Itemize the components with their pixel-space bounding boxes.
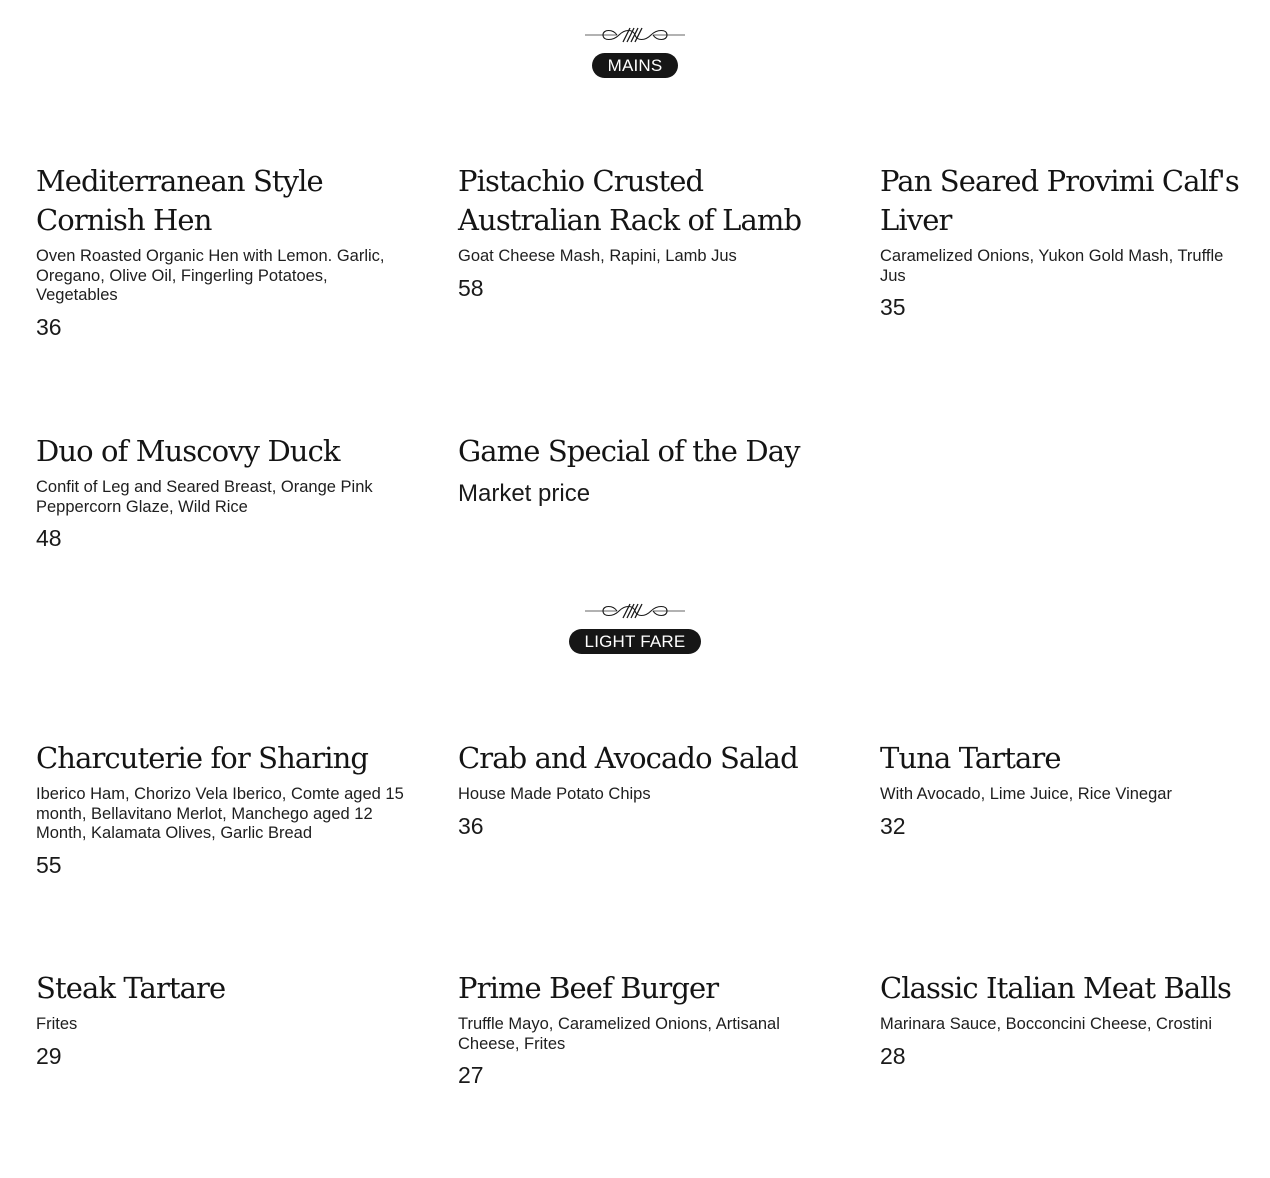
- item-title: Charcuterie for Sharing: [36, 741, 369, 775]
- item-title: Crab and Avocado Salad: [458, 741, 798, 775]
- flourish-ornament-icon: [583, 25, 687, 45]
- menu-item: [880, 739, 1250, 839]
- item-description: With Avocado, Lime Juice, Rice Vinegar: [880, 785, 1172, 803]
- item-title: Duo of Muscovy Duck: [36, 434, 340, 468]
- menu-item: [880, 969, 1250, 1069]
- item-title: Game Special of the Day: [458, 434, 800, 468]
- item-price: 55: [36, 851, 62, 878]
- item-price: 32: [880, 812, 906, 839]
- menu-item: [36, 432, 406, 551]
- menu-item: [458, 162, 828, 301]
- item-description: Goat Cheese Mash, Rapini, Lamb Jus: [458, 247, 737, 265]
- item-price: 48: [36, 525, 62, 551]
- item-title: Pistachio Crusted Australian Rack of Lamb: [458, 164, 802, 237]
- item-title: Mediterranean Style Cornish Hen: [36, 164, 323, 237]
- item-title: Pan Seared Provimi Calf's Liver: [880, 164, 1239, 237]
- item-description: Caramelized Onions, Yukon Gold Mash, Truffle Jus: [880, 247, 1224, 285]
- item-title: Tuna Tartare: [880, 741, 1061, 775]
- menu-item: [458, 739, 828, 839]
- item-description: Frites: [36, 1015, 78, 1033]
- menu-item: [880, 162, 1250, 320]
- item-price: 28: [880, 1042, 906, 1069]
- item-price: 29: [36, 1042, 62, 1069]
- item-description: Marinara Sauce, Bocconcini Cheese, Crostini: [880, 1015, 1212, 1033]
- item-price: Market price: [458, 480, 591, 507]
- menu-item: [36, 969, 406, 1069]
- item-price: 35: [880, 294, 906, 320]
- item-title: Prime Beef Burger: [458, 971, 719, 1005]
- section-label: LIGHT FARE: [569, 629, 702, 654]
- flourish-ornament-icon: [583, 601, 687, 621]
- item-description: Confit of Leg and Seared Breast, Orange Pink Peppercorn Glaze, Wild Rice: [36, 478, 373, 516]
- item-description: Iberico Ham, Chorizo Vela Iberico, Comte aged 15 month, Bellavitano Merlot, Manchego aged 12 Month, Kalamata Olives, Garlic Bread: [36, 785, 404, 842]
- menu-item: [36, 739, 406, 878]
- item-title: Classic Italian Meat Balls: [880, 971, 1232, 1005]
- menu-item: [458, 432, 828, 507]
- item-title: Steak Tartare: [36, 971, 226, 1005]
- item-price: 36: [458, 812, 484, 839]
- item-price: 58: [458, 274, 484, 301]
- menu-item: [458, 969, 828, 1088]
- section-heading-mains: [0, 25, 1270, 78]
- section-heading-light-fare: [0, 601, 1270, 654]
- item-description: Truffle Mayo, Caramelized Onions, Artisanal Cheese, Frites: [458, 1015, 780, 1053]
- item-price: 36: [36, 313, 62, 340]
- item-description: House Made Potato Chips: [458, 785, 651, 803]
- item-price: 27: [458, 1062, 484, 1088]
- item-description: Oven Roasted Organic Hen with Lemon. Garlic, Oregano, Olive Oil, Fingerling Potatoes, Vegetables: [36, 247, 385, 304]
- section-label: MAINS: [592, 53, 679, 78]
- menu-item: [36, 162, 406, 340]
